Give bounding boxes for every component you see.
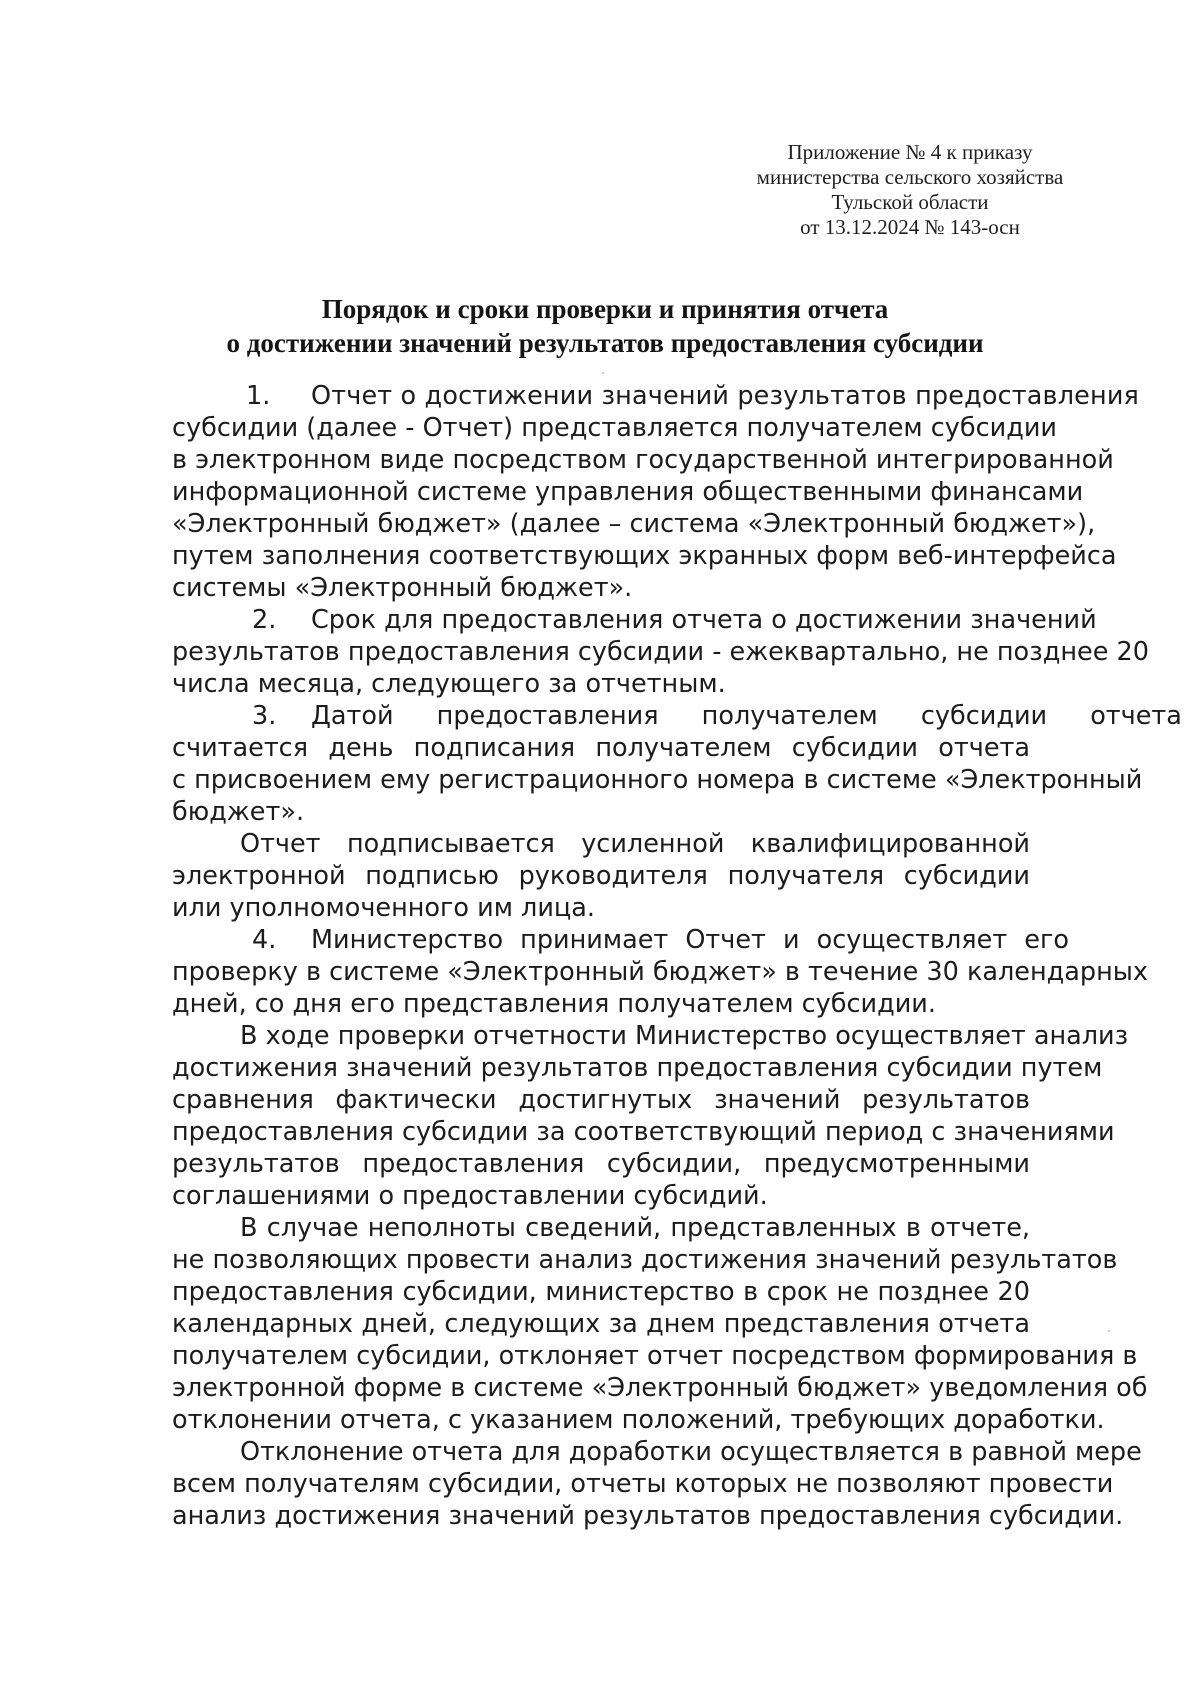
paragraph-5-line-6: соглашениями о предоставлении субсидий. — [172, 1181, 768, 1211]
appendix-line-4: от 13.12.2024 № 143-осн — [800, 215, 1020, 239]
paragraph-4-text-1: Министерство принимает Отчет и осуществляет его — [311, 925, 1069, 955]
title-line-2: о достижении значений результатов предоставления субсидии — [226, 328, 984, 358]
paragraph-5-line-3: сравнения фактически достигнутых значений результатов — [172, 1085, 1030, 1115]
paragraph-1-line-7: системы «Электронный бюджет». — [172, 573, 633, 603]
paragraph-1-line-2: субсидии (далее - Отчет) представляется получателем субсидии — [172, 413, 1057, 443]
paragraph-5-line-5: результатов предоставления субсидии, предусмотренными — [172, 1149, 1030, 1179]
paragraph-1-line-5: «Электронный бюджет» (далее – система «Электронный бюджет»), — [172, 509, 1096, 539]
paragraph-3-line-1 — [172, 700, 1182, 732]
paragraph-1-text-1: Отчет о достижении значений результатов предоставления — [311, 381, 1140, 411]
paragraph-4-line-3: дней, со дня его представления получателем субсидии. — [172, 989, 936, 1019]
paragraph-1 — [172, 380, 1140, 604]
paragraph-4-line-1 — [172, 924, 1069, 956]
paragraph-2-text-1: Срок для предоставления отчета о достижении значений — [311, 605, 1097, 635]
paragraph-2-line-3: числа месяца, следующего за отчетным. — [172, 669, 726, 699]
paragraph-6-line-1: В случае неполноты сведений, представленных в отчете, — [240, 1213, 1030, 1243]
paragraph-3-number: 3. — [252, 701, 277, 731]
paragraph-3-line-2: считается день подписания получателем субсидии отчета — [172, 733, 1030, 763]
paragraph-6-line-7: отклонении отчета, с указанием положений, требующих доработки. — [172, 1405, 1105, 1435]
paragraph-7-line-1: Отклонение отчета для доработки осуществляется в равной мере — [240, 1437, 1142, 1467]
paragraph-3-line-3: с присвоением ему регистрационного номера в системе «Электронный — [172, 765, 1143, 795]
paragraph-6-line-4: календарных дней, следующих за днем представления отчета — [172, 1309, 1030, 1339]
paragraph-2-number: 2. — [252, 605, 277, 635]
paragraph-7-line-3: анализ достижения значений результатов предоставления субсидии. — [172, 1501, 1124, 1531]
paragraph-3b-line-3: или уполномоченного им лица. — [172, 893, 596, 923]
paragraph-2 — [172, 604, 1149, 700]
paragraph-5-line-1: В ходе проверки отчетности Министерство осуществляет анализ — [240, 1021, 1129, 1051]
paragraph-3 — [172, 700, 1182, 828]
paragraph-1-line-6: путем заполнения соответствующих экранных форм веб-интерфейса — [172, 541, 1117, 571]
paragraph-2-line-1 — [172, 604, 1097, 636]
scan-speck — [1108, 1330, 1110, 1332]
paragraph-7 — [172, 1436, 1142, 1532]
paragraph-5 — [172, 1020, 1129, 1212]
paragraph-1-line-3: в электронном виде посредством государственной интегрированной — [172, 445, 1114, 475]
paragraph-1-line-4: информационной системе управления общественными финансами — [172, 477, 1084, 507]
appendix-line-2: министерства сельского хозяйства — [756, 165, 1064, 189]
title-line-1: Порядок и сроки проверки и принятия отчета — [321, 294, 889, 324]
paragraph-5-line-4: предоставления субсидии за соответствующий период с значениями — [172, 1117, 1115, 1147]
paragraph-2-line-2: результатов предоставления субсидии - ежеквартально, не позднее 20 — [172, 637, 1149, 667]
paragraph-6-line-6: электронной форме в системе «Электронный бюджет» уведомления об — [172, 1373, 1148, 1403]
paragraph-1-number: 1. — [246, 381, 271, 411]
paragraph-5-line-2: достижения значений результатов предоставления субсидии путем — [172, 1053, 1103, 1083]
paragraph-6-line-2: не позволяющих провести анализ достижения значений результатов — [172, 1245, 1118, 1275]
appendix-line-3: Тульской области — [831, 190, 989, 214]
document-body — [172, 380, 1182, 1532]
appendix-header — [740, 140, 1080, 240]
paragraph-3b-line-2: электронной подписью руководителя получателя субсидии — [172, 861, 1030, 891]
paragraph-6 — [172, 1212, 1148, 1436]
paragraph-6-line-3: предоставления субсидии, министерство в срок не позднее 20 — [172, 1277, 1030, 1307]
paragraph-7-line-2: всем получателям субсидии, отчеты которых не позволяют провести — [172, 1469, 1114, 1499]
paragraph-3-text-1: Датой предоставления получателем субсидии отчета — [311, 701, 1182, 731]
paragraph-4-number: 4. — [252, 925, 277, 955]
paragraph-3b-line-1: Отчет подписывается усиленной квалифицированной — [240, 829, 1030, 859]
paragraph-1-line-1 — [172, 380, 1140, 412]
paragraph-3-line-4: бюджет». — [172, 797, 305, 827]
appendix-line-1: Приложение № 4 к приказу — [787, 140, 1033, 164]
paragraph-6-line-5: получателем субсидии, отклоняет отчет посредством формирования в — [172, 1341, 1138, 1371]
scan-speck — [602, 372, 604, 374]
document-title — [170, 292, 1040, 360]
paragraph-4-line-2: проверку в системе «Электронный бюджет» в течение 30 календарных — [172, 957, 1148, 987]
paragraph-3b — [172, 828, 1030, 924]
paragraph-4 — [172, 924, 1148, 1020]
